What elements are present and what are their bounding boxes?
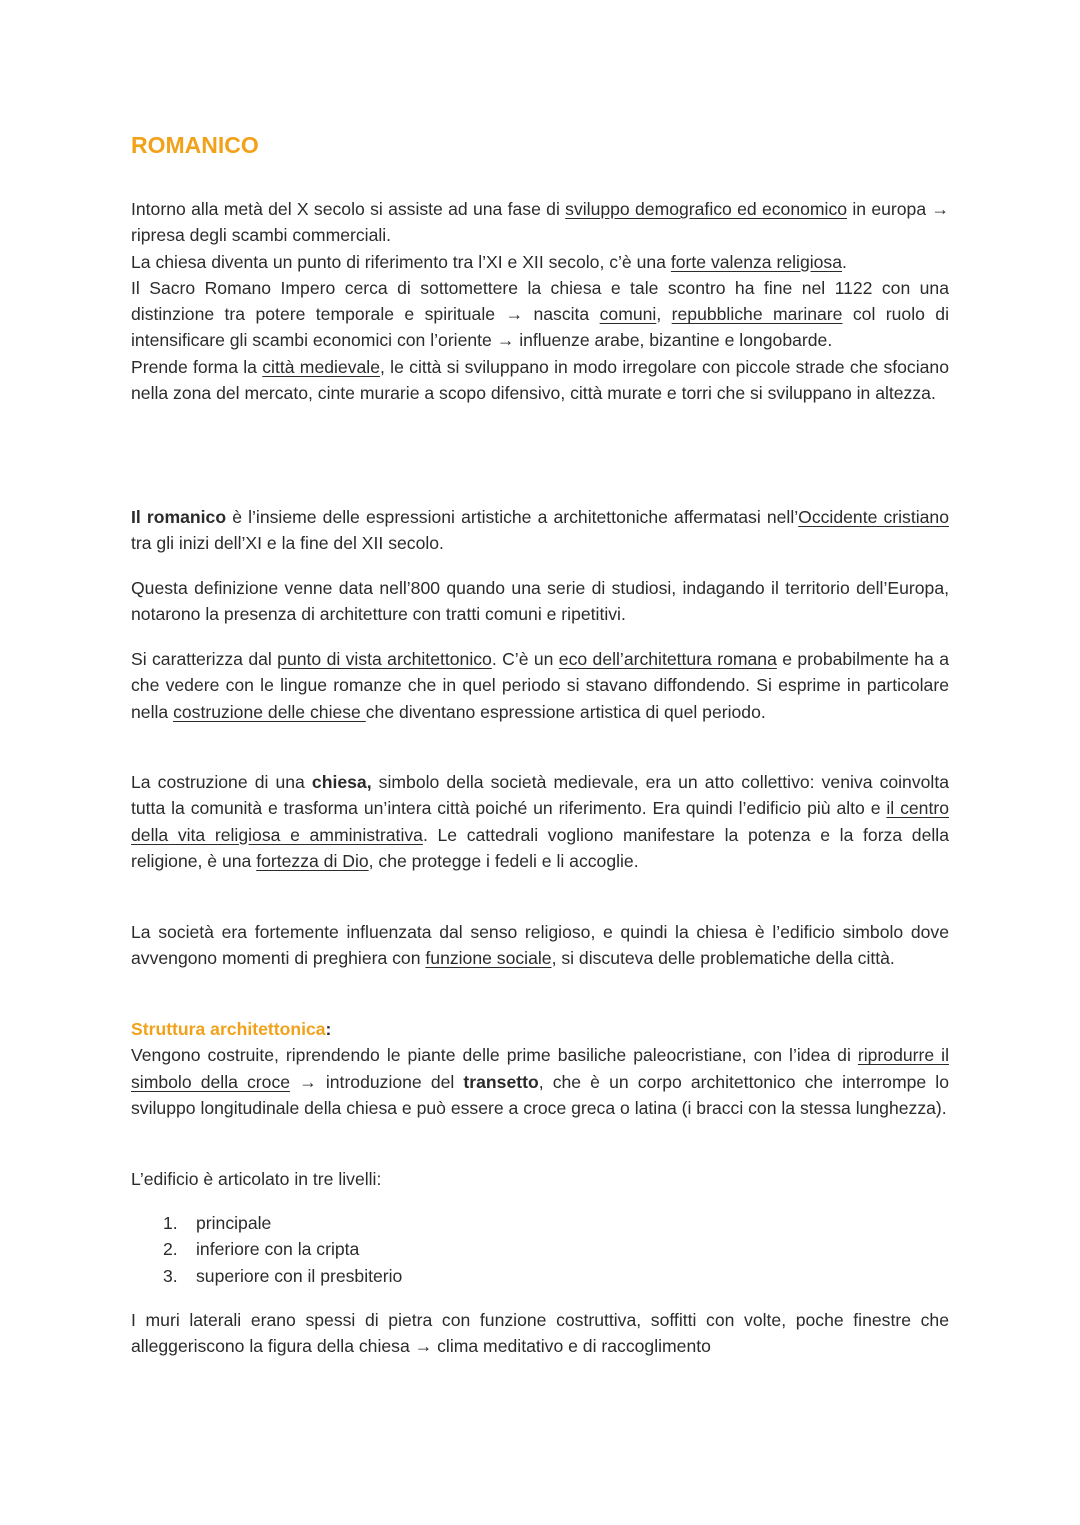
paragraph-church [131, 769, 949, 874]
text: , che è un corpo architettonico che interrompe lo sviluppo longitudinale della chiesa e può essere a croce greca o latina (i bracci con la stessa lunghezza). [131, 1071, 949, 1118]
underlined-text: comuni [599, 304, 657, 325]
text: in europa → ripresa degli scambi commerciali. [131, 199, 949, 246]
bold-text: chiesa, [311, 772, 372, 792]
definition-paragraph [131, 504, 949, 557]
list-item [163, 1210, 402, 1236]
text: La costruzione di una [131, 772, 312, 792]
text: Vengono costruite, riprendendo le piante delle prime basiliche paleocristiane, con l’idea di [131, 1045, 858, 1066]
text: . C’è un [491, 649, 559, 669]
text: Intorno alla metà del X secolo si assiste ad una fase di [131, 199, 566, 219]
text: simbolo della società medievale, era un atto collettivo: veniva coinvolta tutta la comunità e trasforma un’intera città poiché un riferimento. Era quindi l’edificio più alto e [131, 772, 950, 819]
paragraph-characteristics [131, 646, 949, 725]
text: , le città si sviluppano in modo irregolare con piccole strade che sfociano nella zona del mercato, cinte murarie a scopo difensivo, città murate e torri che si sviluppano in altezza. [131, 356, 949, 404]
list-item [163, 1236, 402, 1262]
text: La società era fortemente influenzata dal senso religioso, e quindi la chiesa è l’edificio simbolo dove avvengono momenti di preghiera con [131, 922, 949, 969]
underlined-text: eco dell’architettura romana [558, 649, 777, 669]
text: Si caratterizza dal [131, 649, 278, 669]
list-text: inferiore con la cripta [196, 1239, 360, 1260]
underlined-text: Occidente cristiano [798, 507, 950, 527]
text: → introduzione del [290, 1071, 464, 1092]
paragraph-society [131, 919, 949, 972]
intro-paragraph [131, 196, 949, 406]
text: e probabilmente ha a che vedere con le lingue romanze che in quel periodo si stavano diffondendo. Si esprime in particolare nella [131, 649, 949, 722]
section-structure [131, 1016, 949, 1121]
levels-intro: L’edificio è articolato in tre livelli: [131, 1169, 382, 1189]
text: , che protegge i fedeli e li accoglie. [368, 850, 639, 871]
text: : [325, 1019, 332, 1039]
text: Il Sacro Romano Impero cerca di sottomettere la chiesa e tale scontro ha fine nel 1122 con una distinzione tra potere temporale e spirituale → nascita [131, 277, 949, 325]
text: . [842, 251, 847, 272]
list-text: principale [196, 1213, 272, 1233]
text: tra gli inizi dell’XI e la fine del XII secolo. [131, 533, 444, 554]
list-item [163, 1263, 402, 1289]
underlined-text: forte valenza religiosa [670, 251, 843, 272]
text: , si discuteva delle problematiche della città. [551, 948, 895, 969]
levels-list [163, 1210, 402, 1289]
text: , [656, 304, 672, 325]
text: è l’insieme delle espressioni artistiche a architettoniche affermatasi nell’ [226, 507, 799, 527]
page-title: ROMANICO [131, 132, 259, 158]
text: col ruolo di intensificare gli scambi economici con l’oriente → influenze arabe, bizantine e longobarde. [131, 304, 949, 351]
bold-text: Il romanico [131, 507, 227, 527]
underlined-text: riprodurre il simbolo della croce [131, 1045, 949, 1092]
underlined-text: il centro della vita religiosa e amministrativa [131, 798, 949, 845]
underlined-text: fortezza di Dio [256, 850, 369, 871]
underlined-text: città medievale [262, 356, 380, 377]
underlined-text: costruzione delle chiese [173, 701, 366, 722]
underlined-text: repubbliche marinare [671, 304, 843, 325]
list-number: 1. [163, 1213, 178, 1233]
list-number: 2. [163, 1239, 178, 1260]
paragraph-definition-origin: Questa definizione venne data nell’800 quando una serie di studiosi, indagando il territorio dell’Europa, notarono la presenza di architetture con tratti comuni e ripetitivi. [131, 578, 949, 625]
text: . Le cattedrali vogliono manifestare la potenza e la forza della religione, è una [131, 824, 949, 871]
underlined-text: punto di vista architettonico [277, 649, 492, 669]
text: La chiesa diventa un punto di riferimento tra l’XI e XII secolo, c’è una [131, 251, 671, 272]
text: che diventano espressione artistica di quel periodo. [365, 701, 766, 722]
section-heading: Struttura architettonica [131, 1019, 326, 1039]
paragraph-walls: I muri laterali erano spessi di pietra con funzione costruttiva, soffitti con volte, poche finestre che alleggeriscono la figura della chiesa → clima meditativo e di raccoglimento [131, 1310, 949, 1357]
underlined-text: funzione sociale [425, 948, 552, 969]
list-number: 3. [163, 1265, 178, 1286]
underlined-text: sviluppo demografico ed economico [565, 199, 848, 219]
list-text: superiore con il presbiterio [196, 1265, 403, 1286]
bold-text: transetto [463, 1071, 539, 1092]
text: Prende forma la [131, 356, 263, 377]
